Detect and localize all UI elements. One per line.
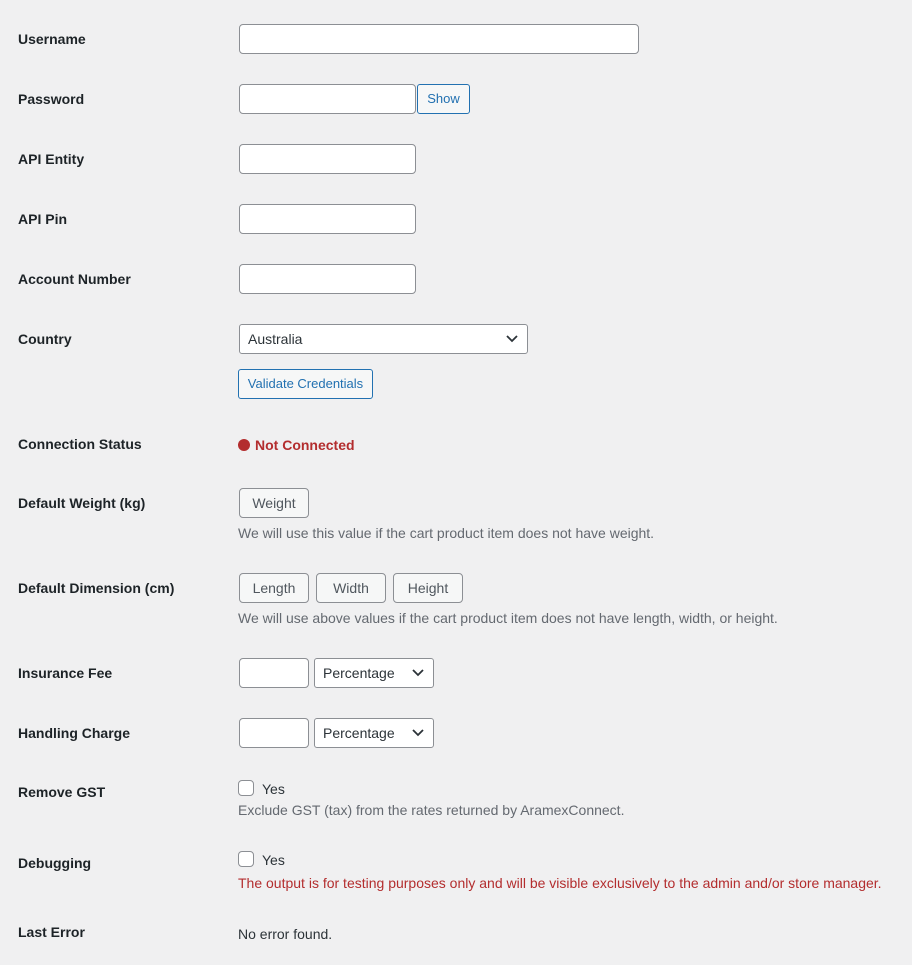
length-input[interactable]: Length (239, 573, 309, 603)
insurance-fee-type-select[interactable] (314, 658, 434, 688)
connection-status-label: Connection Status (18, 436, 142, 452)
width-input[interactable]: Width (316, 573, 386, 603)
country-label: Country (18, 331, 72, 347)
remove-gst-checkbox[interactable] (238, 780, 254, 796)
chevron-down-icon (506, 334, 518, 344)
password-input[interactable] (239, 84, 416, 114)
country-select[interactable] (239, 324, 528, 354)
username-label: Username (18, 31, 86, 47)
show-password-button[interactable]: Show (417, 84, 470, 114)
chevron-down-icon (412, 668, 424, 678)
remove-gst-description: Exclude GST (tax) from the rates returned by AramexConnect. (238, 802, 625, 818)
country-selected-value: Australia (248, 331, 303, 347)
api-entity-input[interactable] (239, 144, 416, 174)
api-pin-label: API Pin (18, 211, 68, 227)
chevron-down-icon (412, 728, 424, 738)
account-number-input[interactable] (239, 264, 416, 294)
default-weight-label: Default Weight (kg) (18, 495, 146, 511)
username-input[interactable] (239, 24, 639, 54)
api-entity-label: API Entity (18, 151, 85, 167)
weight-input[interactable]: Weight (239, 488, 309, 518)
account-number-label: Account Number (18, 271, 131, 287)
default-dimension-label: Default Dimension (cm) (18, 580, 175, 596)
connection-status-value: Not Connected (255, 437, 355, 453)
remove-gst-checkbox-label[interactable]: Yes (262, 781, 285, 797)
api-pin-input[interactable] (239, 204, 416, 234)
debugging-label: Debugging (18, 855, 92, 871)
handling-charge-type-select[interactable] (314, 718, 434, 748)
status-dot-icon (238, 439, 250, 451)
handling-charge-label: Handling Charge (18, 725, 131, 741)
validate-credentials-button[interactable]: Validate Credentials (238, 369, 373, 399)
handling-charge-type-value: Percentage (323, 725, 395, 741)
remove-gst-label: Remove GST (18, 784, 106, 800)
insurance-fee-type-value: Percentage (323, 665, 395, 681)
debugging-checkbox[interactable] (238, 851, 254, 867)
handling-charge-input[interactable] (239, 718, 309, 748)
debugging-description: The output is for testing purposes only and will be visible exclusively to the admin and/or store manager. (238, 875, 882, 891)
height-input[interactable]: Height (393, 573, 463, 603)
last-error-label: Last Error (18, 924, 85, 940)
dimension-description: We will use above values if the cart product item does not have length, width, or height. (238, 610, 778, 626)
insurance-fee-label: Insurance Fee (18, 665, 113, 681)
insurance-fee-input[interactable] (239, 658, 309, 688)
password-label: Password (18, 91, 85, 107)
debugging-checkbox-label[interactable]: Yes (262, 852, 285, 868)
last-error-value: No error found. (238, 926, 333, 942)
weight-description: We will use this value if the cart product item does not have weight. (238, 525, 655, 541)
